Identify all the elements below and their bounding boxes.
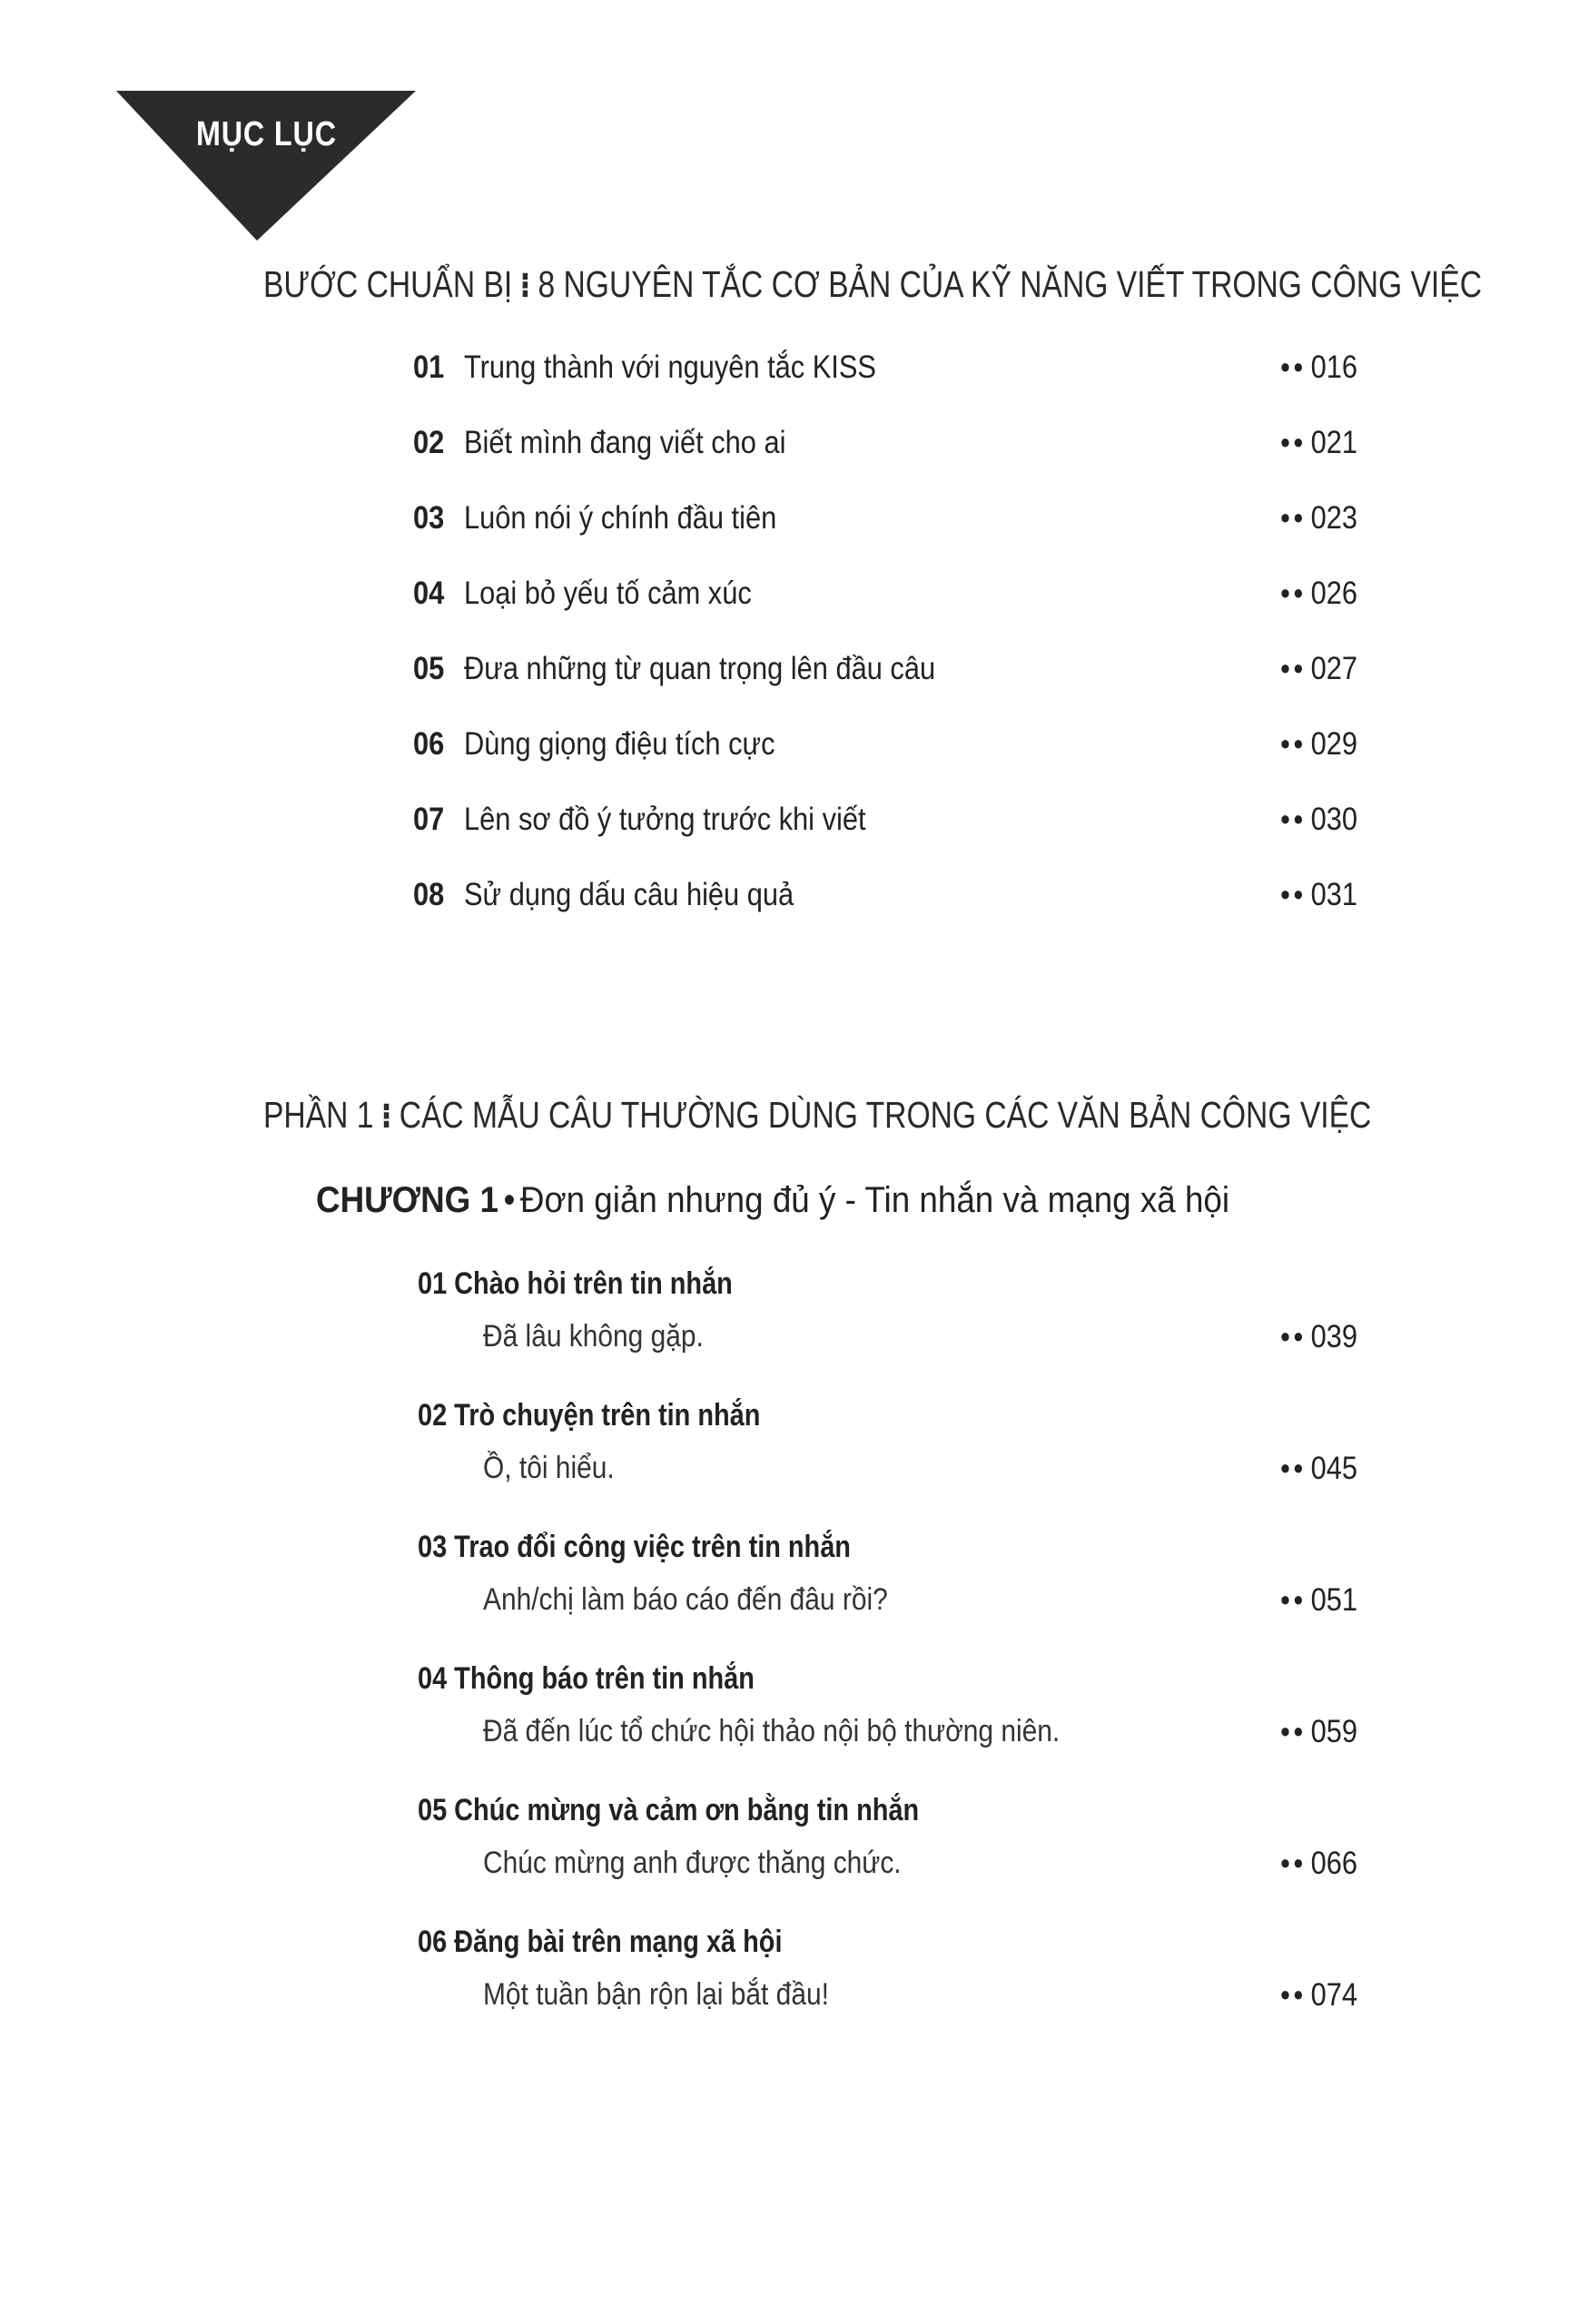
entry-example: Đã đến lúc tổ chức hội thảo nội bộ thường niên. [483, 1714, 1061, 1748]
entry-example: Một tuần bận rộn lại bắt đầu! [483, 1977, 829, 2012]
item-page: ●● 021 [1279, 425, 1357, 460]
part1-section-title [263, 1094, 1371, 1137]
item-number: 07 [413, 802, 445, 837]
entry-heading: 03 Trao đổi công việc trên tin nhắn [418, 1530, 851, 1564]
entry-heading: 04 Thông báo trên tin nhắn [418, 1661, 755, 1696]
toc-entry[interactable] [418, 1530, 1357, 1630]
entry-heading: 05 Chúc mừng và cảm ơn bằng tin nhắn [418, 1793, 920, 1827]
prep-label: BƯỚC CHUẨN BỊ [263, 263, 513, 305]
item-title: Loại bỏ yếu tố cảm xúc [464, 576, 752, 611]
entry-page: ●● 039 [1279, 1319, 1357, 1354]
item-title: Sử dụng dấu câu hiệu quả [464, 877, 794, 912]
toc-row[interactable] [413, 425, 1357, 470]
item-number: 01 [413, 350, 445, 385]
toc-row[interactable] [413, 350, 1357, 395]
entry-example: Ồ, tôi hiểu. [483, 1451, 615, 1485]
entry-page: ●● 059 [1279, 1714, 1357, 1749]
prep-subtitle: 8 NGUYÊN TẮC CƠ BẢN CỦA KỸ NĂNG VIẾT TRONG CÔNG VIỆC [538, 263, 1482, 305]
item-number: 06 [413, 726, 445, 762]
item-number: 02 [413, 425, 445, 460]
chapter-title [316, 1180, 1229, 1221]
toc-banner [116, 91, 416, 241]
entry-heading: 02 Trò chuyện trên tin nhắn [418, 1398, 761, 1433]
item-page: ●● 027 [1279, 651, 1357, 686]
chapter-label: CHƯƠNG 1 [316, 1180, 498, 1220]
entry-page: ●● 066 [1279, 1846, 1357, 1881]
entry-page: ●● 074 [1279, 1977, 1357, 2013]
item-number: 05 [413, 651, 445, 686]
chapter-dot: • [503, 1180, 516, 1220]
item-page: ●● 030 [1279, 802, 1357, 837]
toc-row[interactable] [413, 802, 1357, 847]
item-title: Biết mình đang viết cho ai [464, 425, 786, 460]
toc-row[interactable] [413, 500, 1357, 546]
entry-example: Đã lâu không gặp. [483, 1319, 704, 1354]
item-title: Trung thành với nguyên tắc KISS [464, 350, 876, 385]
toc-row[interactable] [413, 877, 1357, 922]
entry-page: ●● 051 [1279, 1582, 1357, 1618]
item-page: ●● 016 [1279, 350, 1357, 385]
item-page: ●● 031 [1279, 877, 1357, 912]
section-separator: ⁝ [380, 1098, 392, 1136]
toc-row[interactable] [413, 726, 1357, 772]
entry-heading: 06 Đăng bài trên mạng xã hội [418, 1925, 783, 1959]
item-page: ●● 029 [1279, 726, 1357, 762]
entry-page: ●● 045 [1279, 1451, 1357, 1486]
toc-entry[interactable] [418, 1398, 1357, 1498]
toc-row[interactable] [413, 576, 1357, 621]
item-number: 08 [413, 877, 445, 912]
entry-example: Chúc mừng anh được thăng chức. [483, 1846, 902, 1880]
chapter-name: Đơn giản nhưng đủ ý - Tin nhắn và mạng xã hội [519, 1180, 1230, 1220]
entry-example: Anh/chị làm báo cáo đến đâu rồi? [483, 1582, 888, 1617]
toc-row[interactable] [413, 651, 1357, 696]
item-title: Luôn nói ý chính đầu tiên [464, 500, 777, 536]
item-title: Đưa những từ quan trọng lên đầu câu [464, 651, 936, 686]
toc-entry[interactable] [418, 1266, 1357, 1366]
item-number: 04 [413, 576, 445, 611]
item-title: Dùng giọng điệu tích cực [464, 726, 775, 762]
section-separator: ⁝ [519, 267, 531, 305]
banner-triangle [116, 91, 416, 241]
entry-heading: 01 Chào hỏi trên tin nhắn [418, 1266, 733, 1301]
toc-entry[interactable] [418, 1925, 1357, 2024]
item-page: ●● 026 [1279, 576, 1357, 611]
item-title: Lên sơ đồ ý tưởng trước khi viết [464, 802, 866, 837]
toc-title: MỤC LỤC [196, 115, 337, 153]
prep-section-title [263, 263, 1482, 306]
toc-entry[interactable] [418, 1793, 1357, 1893]
toc-entry[interactable] [418, 1661, 1357, 1761]
item-number: 03 [413, 500, 445, 536]
item-page: ●● 023 [1279, 500, 1357, 536]
part1-subtitle: CÁC MẪU CÂU THƯỜNG DÙNG TRONG CÁC VĂN BẢN CÔNG VIỆC [399, 1094, 1372, 1136]
part1-label: PHẦN 1 [263, 1094, 374, 1136]
